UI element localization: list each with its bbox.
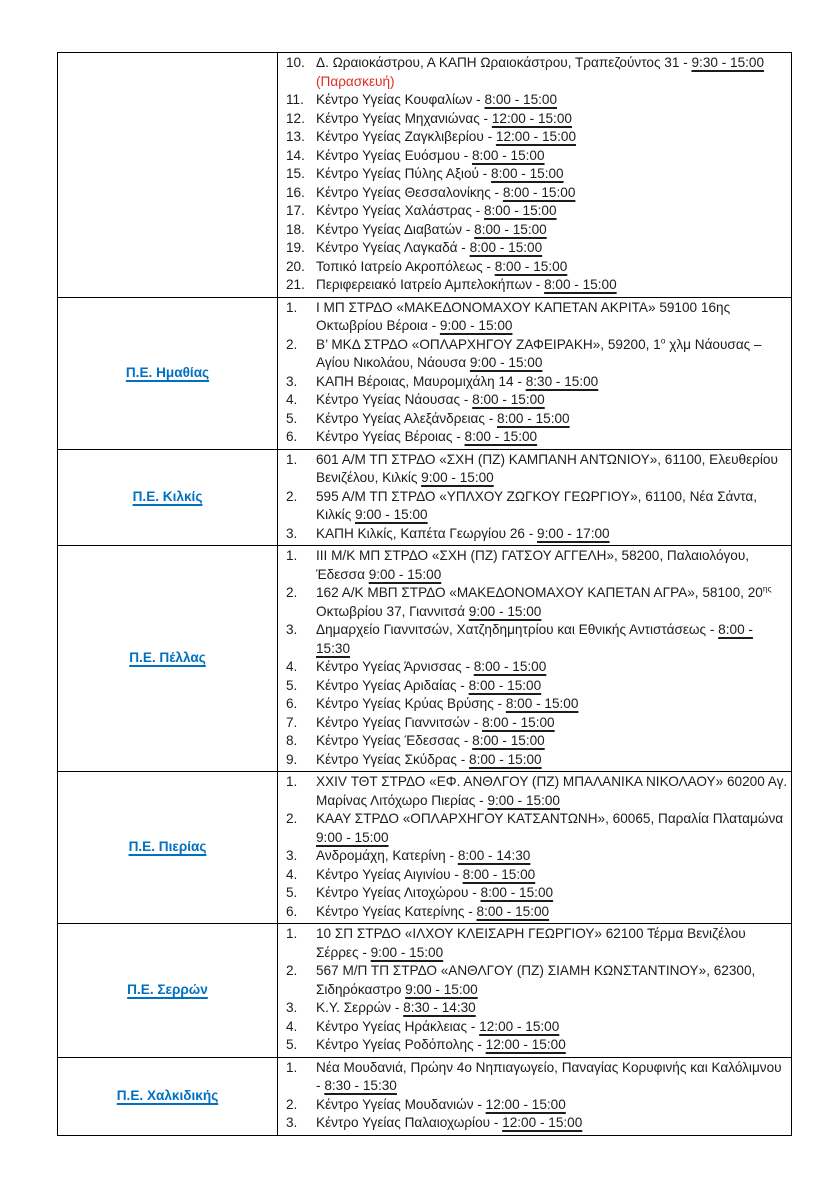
facility-item (286, 299, 789, 336)
region-link[interactable]: Π.Ε. Χαλκιδικής (116, 1087, 219, 1103)
ordinal-superscript: ης (762, 583, 772, 594)
item-number: 6. (286, 429, 298, 444)
facility-text: Τοπικό Ιατρείο Ακροπόλεως - 8:00 - 15:00 (316, 258, 568, 274)
facility-item (286, 488, 789, 525)
item-number: 18. (286, 221, 305, 237)
item-number: 3. (286, 1115, 298, 1130)
facility-item (286, 714, 789, 733)
facility-item (286, 373, 789, 392)
item-number: 9. (286, 751, 298, 767)
item-number: 1. (286, 548, 298, 563)
facility-text: Κέντρο Υγείας Θεσσαλονίκης - 8:00 - 15:00 (316, 184, 576, 200)
opening-hours: 8:00 - 15:00 (474, 221, 547, 237)
opening-hours: 8:00 - 15:00 (491, 166, 564, 181)
region-cell (58, 546, 278, 772)
item-number: 3. (286, 373, 298, 389)
facility-item (286, 695, 789, 714)
item-number: 3. (286, 622, 298, 637)
day-note: (Παρασκευή) (316, 73, 395, 89)
item-number: 7. (286, 714, 298, 730)
item-number: 8. (286, 733, 298, 748)
facility-item (286, 54, 789, 91)
item-number: 21. (286, 277, 305, 292)
facility-text: Κέντρο Υγείας Σκύδρας - 8:00 - 15:00 (316, 751, 542, 767)
item-number: 2. (286, 811, 298, 826)
facility-text: Δημαρχείο Γιαννιτσών, Χατζηδημητρίου και Εθνικής Αντιστάσεως - 8:00 - 15:30 (316, 622, 753, 656)
facility-item (286, 1114, 789, 1133)
item-number: 12. (286, 110, 305, 126)
facility-item (286, 410, 789, 429)
facility-text: 567 Μ/Π ΤΠ ΣΤΡΔΟ «ΑΝΘΛΓΟΥ (ΠΖ) ΣΙΑΜΗ ΚΩΝΣΤΑΝΤΙΝΟΥ», 62300, Σιδηρόκαστρο 9:00 - 15:00 (316, 963, 756, 997)
region-link[interactable]: Π.Ε. Πιερίας (128, 839, 207, 855)
opening-hours: 8:00 - 15:00 (472, 392, 545, 407)
facility-text: Κέντρο Υγείας Νάουσας - 8:00 - 15:00 (316, 392, 545, 407)
opening-hours: 8:00 - 15:00 (472, 733, 545, 748)
opening-hours: 8:00 - 15:00 (462, 866, 536, 882)
item-number: 4. (286, 392, 298, 407)
facility-item (286, 1018, 789, 1037)
opening-hours: 8:00 - 15:00 (544, 277, 617, 292)
table-row (58, 546, 792, 772)
item-number: 3. (286, 525, 298, 541)
facility-item (286, 547, 789, 584)
opening-hours: 8:00 - 15:00 (482, 714, 555, 730)
region-link[interactable]: Π.Ε. Σερρών (127, 982, 208, 997)
facility-text: ΚΑΠΗ Βέροιας, Μαυρομιχάλη 14 - 8:30 - 15:00 (316, 373, 599, 389)
facility-item (286, 147, 789, 166)
opening-hours: 9:00 - 15:00 (370, 944, 444, 960)
facility-item (286, 239, 789, 258)
item-number: 11. (286, 92, 304, 107)
item-number: 17. (286, 203, 305, 218)
opening-hours: 8:00 - 15:00 (480, 885, 554, 900)
opening-hours: 8:00 - 15:00 (473, 659, 547, 674)
facility-text: Κέντρο Υγείας Πύλης Αξιού - 8:00 - 15:00 (316, 166, 564, 181)
region-cell (58, 53, 278, 298)
table-row (58, 1057, 792, 1135)
facility-text: Κέντρο Υγείας Λιτοχώρου - 8:00 - 15:00 (316, 885, 554, 900)
region-cell (58, 1057, 278, 1135)
facility-item (286, 110, 789, 129)
region-cell (58, 924, 278, 1058)
opening-hours: 8:00 - 15:00 (471, 147, 545, 163)
facility-text: 162 Α/Κ ΜΒΠ ΣΤΡΔΟ «ΜΑΚΕΔΟΝΟΜΑΧΟΥ ΚΑΠΕΤΑΝ ΑΓΡΑ», 58100, $20^{\eta\varsigma}$ Οκτωβρίου 37, Γιαννιτσά 9:00 - 15:00 (316, 583, 772, 619)
opening-hours: 9:30 - 15:00 (691, 55, 765, 70)
facility-item (286, 258, 789, 277)
region-cell (58, 449, 278, 546)
facility-text: Κέντρο Υγείας Αιγινίου - 8:00 - 15:00 (316, 866, 536, 882)
opening-hours: 9:00 - 15:00 (439, 318, 513, 333)
facility-item (286, 1096, 789, 1115)
facility-item (286, 91, 789, 110)
facility-item (286, 903, 789, 922)
opening-hours: 8:00 - 15:00 (469, 240, 543, 255)
facility-text: Δ. Ωραιοκάστρου, Α ΚΑΠΗ Ωραιοκάστρου, Τραπεζούντος 31 - 9:30 - 15:00 (Παρασκευή) (316, 55, 765, 89)
opening-hours: 9:00 - 15:00 (487, 792, 560, 808)
facility-item (286, 584, 789, 621)
facility-text: 595 Α/Μ ΤΠ ΣΤΡΔΟ «ΥΠΛΧΟΥ ΖΩΓΚΟΥ ΓΕΩΡΓΙΟΥ», 61100, Νέα Σάντα, Κιλκίς 9:00 - 15:00 (316, 488, 757, 522)
opening-hours: 12:00 - 15:00 (485, 1096, 566, 1112)
ordinal-superscript: ο (660, 334, 666, 345)
item-number: 19. (286, 240, 305, 255)
facility-item (286, 773, 789, 810)
facility-item (286, 751, 789, 770)
facility-item (286, 525, 789, 544)
facility-item (286, 621, 789, 658)
facility-item (286, 202, 789, 221)
facility-item (286, 276, 789, 295)
opening-hours: 9:00 - 15:00 (368, 566, 442, 582)
facility-text: Κέντρο Υγείας Αλεξάνδρειας - 8:00 - 15:00 (316, 410, 570, 426)
facility-text: Κέντρο Υγείας Ροδόπολης - 12:00 - 15:00 (316, 1037, 566, 1052)
opening-hours: 9:00 - 15:00 (468, 603, 542, 619)
facility-text: Κέντρο Υγείας Άρνισσας - 8:00 - 15:00 (316, 659, 547, 674)
facility-text: Κέντρο Υγείας Αριδαίας - 8:00 - 15:00 (316, 677, 542, 693)
facility-text: 601 Α/Μ ΤΠ ΣΤΡΔΟ «ΣΧΗ (ΠΖ) ΚΑΜΠΑΝΗ ΑΝΤΩΝΙΟΥ», 61100, Ελευθερίου Βενιζέλου, Κιλκίς 9:00 - 15:00 (316, 451, 778, 485)
opening-hours: 8:00 - 15:00 (464, 429, 538, 444)
facility-text: Κ.Υ. Σερρών - 8:30 - 14:30 (316, 1000, 476, 1015)
facility-text: Ανδρομάχη, Κατερίνη - 8:00 - 14:30 (316, 848, 531, 863)
facility-list-cell (278, 924, 792, 1058)
facility-item (286, 884, 789, 903)
facility-item (286, 732, 789, 751)
item-number: 3. (286, 1000, 298, 1015)
facility-text: Κέντρο Υγείας Ευόσμου - 8:00 - 15:00 (316, 147, 545, 163)
facility-item (286, 184, 789, 203)
facility-list-cell (278, 53, 792, 298)
facility-text: ΙΙΙ Μ/Κ ΜΠ ΣΤΡΔΟ «ΣΧΗ (ΠΖ) ΓΑΤΣΟΥ ΑΓΓΕΛΗ», 58200, Παλαιολόγου, Έδεσσα 9:00 - 15:00 (316, 548, 750, 582)
item-number: 5. (286, 885, 298, 900)
item-number: 5. (286, 677, 298, 693)
facility-text: Νέα Μουδανιά, Πρώην 4ο Νηπιαγωγείο, Παναγίας Κορυφινής και Καλόλιμνου - 8:30 - 15:30 (316, 1059, 782, 1093)
facility-text: Ι ΜΠ ΣΤΡΔΟ «ΜΑΚΕΔΟΝΟΜΑΧΟΥ ΚΑΠΕΤΑΝ ΑΚΡΙΤΑ» 59100 16ης Οκτωβρίου Βέροια - 9:00 - 15:00 (316, 299, 731, 333)
facility-item (286, 336, 789, 373)
item-number: 1. (286, 299, 298, 315)
facility-item (286, 128, 789, 147)
facility-text: Κέντρο Υγείας Βέροιας - 8:00 - 15:00 (316, 429, 538, 444)
opening-hours: 8:00 - 15:00 (497, 410, 570, 426)
facility-text: Κέντρο Υγείας Χαλάστρας - 8:00 - 15:00 (316, 203, 557, 218)
facility-text: Κέντρο Υγείας Γιαννιτσών - 8:00 - 15:00 (316, 714, 555, 730)
facility-list-cell (278, 449, 792, 546)
item-number: 20. (286, 258, 305, 274)
region-cell (58, 297, 278, 449)
facility-text: Κέντρο Υγείας Λαγκαδά - 8:00 - 15:00 (316, 240, 543, 255)
facility-text: Κέντρο Υγείας Διαβατών - 8:00 - 15:00 (316, 221, 547, 237)
item-number: 1. (286, 926, 298, 941)
facility-item (286, 1036, 789, 1055)
item-number: 15. (286, 166, 305, 181)
facility-item (286, 428, 789, 447)
schedule-table (57, 52, 792, 1136)
item-number: 2. (286, 488, 298, 504)
region-link[interactable]: Π.Ε. Πέλλας (129, 650, 206, 666)
item-number: 2. (286, 963, 298, 978)
facility-text: Κέντρο Υγείας Έδεσσας - 8:00 - 15:00 (316, 733, 545, 748)
facility-text: Κέντρο Υγείας Κατερίνης - 8:00 - 15:00 (316, 903, 550, 919)
facility-text: Κέντρο Υγείας Ηράκλειας - 12:00 - 15:00 (316, 1018, 560, 1034)
facility-item (286, 999, 789, 1018)
opening-hours: 9:00 - 15:00 (421, 470, 494, 485)
facility-list-cell (278, 1057, 792, 1135)
facility-text: Κέντρο Υγείας Παλαιοχωρίου - 12:00 - 15:00 (316, 1115, 583, 1130)
facility-item (286, 925, 789, 962)
facility-text: Περιφερειακό Ιατρείο Αμπελοκήπων - 8:00 - 15:00 (316, 277, 617, 292)
opening-hours: 12:00 - 15:00 (485, 1037, 566, 1052)
item-number: 2. (286, 585, 298, 600)
opening-hours: 8:00 - 15:00 (502, 184, 576, 200)
item-number: 14. (286, 147, 305, 163)
facility-item (286, 847, 789, 866)
opening-hours: 9:00 - 17:00 (537, 525, 610, 541)
facility-text: Κέντρο Υγείας Κουφαλίων - 8:00 - 15:00 (316, 92, 558, 107)
facility-text: XXIV ΤΘΤ ΣΤΡΔΟ «ΕΦ. ΑΝΘΛΓΟΥ (ΠΖ) ΜΠΑΛΑΝΙΚΑ ΝΙΚΟΛΑΟΥ» 60200 Αγ. Μαρίνας Λιτόχωρο Πιερίας - 9:00 - 15:00 (316, 774, 788, 808)
region-link[interactable]: Π.Ε. Ημαθίας (125, 364, 210, 380)
opening-hours: 8:30 - 14:30 (403, 1000, 476, 1015)
opening-hours: 8:30 - 15:30 (324, 1078, 397, 1093)
item-number: 3. (286, 848, 298, 863)
item-number: 13. (286, 129, 305, 144)
opening-hours: 8:00 - 15:00 (494, 258, 568, 274)
opening-hours: 9:00 - 15:00 (316, 829, 389, 845)
opening-hours: 8:00 - 15:00 (476, 903, 550, 919)
facility-text: 10 ΣΠ ΣΤΡΔΟ «ΙΛΧΟΥ ΚΛΕΙΣΑΡΗ ΓΕΩΡΓΙΟΥ» 62100 Τέρμα Βενιζέλου Σέρρες - 9:00 - 15:00 (316, 926, 746, 960)
facility-text: ΚΑΠΗ Κιλκίς, Καπέτα Γεωργίου 26 - 9:00 - 17:00 (316, 525, 610, 541)
facility-list-cell (278, 772, 792, 924)
facility-item (286, 1059, 789, 1096)
facility-list-cell (278, 297, 792, 449)
opening-hours: 12:00 - 15:00 (495, 129, 577, 144)
opening-hours: 8:00 - 15:00 (484, 92, 558, 107)
facility-text: Κέντρο Υγείας Κρύας Βρύσης - 8:00 - 15:00 (316, 696, 579, 711)
facility-text: Κέντρο Υγείας Ζαγκλιβερίου - 12:00 - 15:00 (316, 129, 577, 144)
table-row (58, 297, 792, 449)
region-link[interactable]: Π.Ε. Κιλκίς (132, 489, 203, 504)
opening-hours: 8:30 - 15:00 (525, 373, 599, 389)
facility-text: Β’ ΜΚΔ ΣΤΡΔΟ «ΟΠΛΑΡΧΗΓΟΥ ΖΑΦΕΙΡΑΚΗ», 59200, $1^o$ χλμ Νάουσας – Αγίου Νικολάου, Νάουσα 9:00 - 15:00 (316, 334, 762, 370)
opening-hours: 9:00 - 15:00 (469, 355, 543, 370)
facility-item (286, 165, 789, 184)
facility-item (286, 677, 789, 696)
table-row (58, 449, 792, 546)
facility-item (286, 451, 789, 488)
table-row (58, 53, 792, 298)
item-number: 1. (286, 1059, 298, 1075)
region-cell (58, 772, 278, 924)
item-number: 10. (286, 55, 305, 70)
facility-text: ΚΑΑΥ ΣΤΡΔΟ «ΟΠΛΑΡΧΗΓΟΥ ΚΑΤΣΑΝΤΩΝΗ», 60065, Παραλία Πλαταμώνα 9:00 - 15:00 (316, 811, 784, 845)
item-number: 2. (286, 1096, 298, 1112)
facility-text: Κέντρο Υγείας Μηχανιώνας - 12:00 - 15:00 (316, 110, 572, 126)
opening-hours: 12:00 - 15:00 (491, 110, 572, 126)
facility-item (286, 866, 789, 885)
facility-text: Κέντρο Υγείας Μουδανιών - 12:00 - 15:00 (316, 1096, 566, 1112)
item-number: 2. (286, 336, 298, 352)
opening-hours: 12:00 - 15:00 (479, 1018, 560, 1034)
opening-hours: 8:00 - 15:00 (505, 696, 579, 711)
opening-hours: 8:00 - 15:00 (469, 751, 542, 767)
item-number: 4. (286, 659, 298, 674)
opening-hours: 8:00 - 15:30 (316, 622, 753, 656)
item-number: 5. (286, 1037, 298, 1052)
opening-hours: 8:00 - 15:00 (483, 203, 557, 218)
item-number: 6. (286, 903, 298, 919)
opening-hours: 12:00 - 15:00 (502, 1115, 583, 1130)
facility-list-cell (278, 546, 792, 772)
opening-hours: 9:00 - 15:00 (405, 981, 478, 997)
item-number: 1. (286, 451, 298, 467)
item-number: 16. (286, 184, 305, 200)
facility-item (286, 391, 789, 410)
table-row (58, 924, 792, 1058)
item-number: 4. (286, 1018, 298, 1034)
facility-item (286, 658, 789, 677)
facility-item (286, 810, 789, 847)
item-number: 5. (286, 410, 298, 426)
item-number: 6. (286, 696, 298, 711)
opening-hours: 8:00 - 14:30 (457, 848, 531, 863)
item-number: 4. (286, 866, 298, 882)
table-row (58, 772, 792, 924)
opening-hours: 8:00 - 15:00 (468, 677, 542, 693)
facility-item (286, 221, 789, 240)
facility-item (286, 962, 789, 999)
schedule-table-body (58, 53, 792, 1136)
item-number: 1. (286, 774, 298, 789)
opening-hours: 9:00 - 15:00 (355, 507, 428, 522)
